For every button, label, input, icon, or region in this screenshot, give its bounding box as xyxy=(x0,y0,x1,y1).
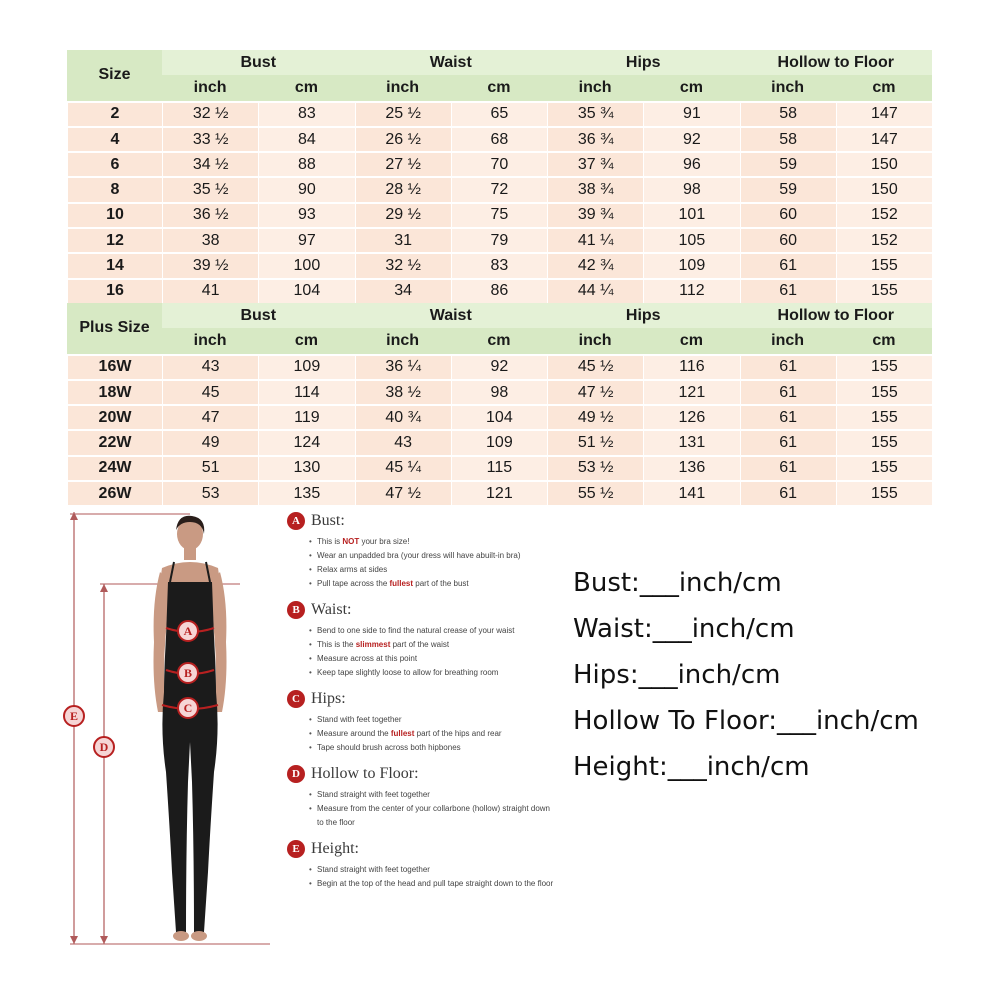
unit-header: cm xyxy=(487,78,511,96)
section-title: Height: xyxy=(311,840,359,857)
measurement-cell: 79 xyxy=(451,227,547,252)
measurement-cell: 86 xyxy=(451,278,547,303)
bust-marker: A xyxy=(177,620,199,642)
measurement-cell: 109 xyxy=(258,354,354,379)
unit-header: cm xyxy=(487,331,511,349)
measurement-cell: 25 ½ xyxy=(355,101,451,126)
unit-header: cm xyxy=(872,331,896,349)
measurement-cell: 109 xyxy=(451,429,547,454)
measurement-cell: 51 ½ xyxy=(547,429,643,454)
measurement-cell: 53 ½ xyxy=(547,455,643,480)
measurement-cell: 152 xyxy=(836,227,932,252)
unit-header: inch xyxy=(771,331,805,349)
measurement-cell: 47 xyxy=(162,404,258,429)
section-title: Hollow to Floor: xyxy=(311,765,419,782)
measurement-cell: 43 xyxy=(162,354,258,379)
measurement-cell: 84 xyxy=(258,126,354,151)
unit-header: inch xyxy=(193,331,227,349)
group-header: Hips xyxy=(625,306,661,324)
unit-header: inch xyxy=(386,331,420,349)
measurement-cell: 131 xyxy=(643,429,739,454)
table-row xyxy=(67,404,932,429)
standard-size-section xyxy=(67,50,932,303)
measurement-form xyxy=(573,560,993,790)
size-cell: 16 xyxy=(67,278,162,303)
section-badge: D xyxy=(287,765,305,783)
measurement-cell: 114 xyxy=(258,379,354,404)
height-field-label: Height:___inch/cm xyxy=(573,752,810,782)
body-measurement-figure xyxy=(70,512,290,947)
group-header: Bust xyxy=(240,306,277,324)
waist-marker: B xyxy=(177,662,199,684)
measurement-cell: 116 xyxy=(643,354,739,379)
measurement-cell: 59 xyxy=(740,176,836,201)
unit-header: inch xyxy=(578,78,612,96)
size-cell: 8 xyxy=(67,176,162,201)
instruction-heading xyxy=(287,512,557,530)
table-row xyxy=(67,227,932,252)
measurement-cell: 32 ½ xyxy=(355,252,451,277)
measurement-cell: 119 xyxy=(258,404,354,429)
table-row xyxy=(67,455,932,480)
measurement-cell: 90 xyxy=(258,176,354,201)
table-row xyxy=(67,354,932,379)
section-title: Waist: xyxy=(311,601,352,618)
standard-size-label: Size xyxy=(67,50,162,101)
instruction-item: • This is the slimmest part of the waist xyxy=(311,638,557,652)
waist-field-label: Waist:___inch/cm xyxy=(573,614,795,644)
model-illustration xyxy=(70,512,290,947)
measurement-cell: 40 ¾ xyxy=(355,404,451,429)
measurement-cell: 141 xyxy=(643,480,739,505)
measurement-cell: 155 xyxy=(836,278,932,303)
measurement-cell: 36 ½ xyxy=(162,202,258,227)
measurement-cell: 92 xyxy=(643,126,739,151)
instruction-section xyxy=(287,601,557,680)
measurement-cell: 38 xyxy=(162,227,258,252)
measurement-cell: 65 xyxy=(451,101,547,126)
measurement-cell: 109 xyxy=(643,252,739,277)
measurement-cell: 147 xyxy=(836,126,932,151)
hollow-to-floor-field-label: Hollow To Floor:___inch/cm xyxy=(573,706,919,736)
measurement-cell: 51 xyxy=(162,455,258,480)
measurement-cell: 155 xyxy=(836,480,932,505)
table-row xyxy=(67,379,932,404)
instruction-heading xyxy=(287,765,557,783)
measurement-cell: 42 ¾ xyxy=(547,252,643,277)
measurement-cell: 33 ½ xyxy=(162,126,258,151)
measurement-cell: 136 xyxy=(643,455,739,480)
size-cell: 12 xyxy=(67,227,162,252)
measurement-cell: 150 xyxy=(836,176,932,201)
measurement-cell: 121 xyxy=(643,379,739,404)
measurement-cell: 155 xyxy=(836,455,932,480)
measurement-cell: 97 xyxy=(258,227,354,252)
instruction-list xyxy=(287,788,557,830)
plus-header xyxy=(67,303,932,354)
measurement-cell: 83 xyxy=(451,252,547,277)
plus-size-section xyxy=(67,303,932,505)
instruction-item: • Stand with feet together xyxy=(311,713,557,727)
measurement-cell: 58 xyxy=(740,126,836,151)
unit-header: inch xyxy=(578,331,612,349)
measurement-cell: 36 ¾ xyxy=(547,126,643,151)
instruction-section xyxy=(287,765,557,830)
instruction-item: • Tape should brush across both hipbones xyxy=(311,741,557,755)
measurement-cell: 58 xyxy=(740,101,836,126)
measurement-cell: 39 ¾ xyxy=(547,202,643,227)
instruction-list xyxy=(287,624,557,680)
measurement-cell: 61 xyxy=(740,354,836,379)
unit-header: cm xyxy=(872,78,896,96)
instruction-item: • Pull tape across the fullest part of the bust xyxy=(311,577,557,591)
measurement-cell: 49 ½ xyxy=(547,404,643,429)
group-header: Hips xyxy=(625,53,661,71)
table-row xyxy=(67,252,932,277)
size-cell: 6 xyxy=(67,151,162,176)
instruction-item: • Measure from the center of your collarbone (hollow) straight down to the floor xyxy=(311,802,557,830)
size-chart-table xyxy=(67,50,932,505)
measurement-cell: 27 ½ xyxy=(355,151,451,176)
table-row xyxy=(67,176,932,201)
instruction-item: • Wear an unpadded bra (your dress will have abuilt-in bra) xyxy=(311,549,557,563)
measurement-cell: 47 ½ xyxy=(547,379,643,404)
measurement-cell: 61 xyxy=(740,404,836,429)
instruction-list xyxy=(287,863,557,891)
measurement-cell: 32 ½ xyxy=(162,101,258,126)
measurement-cell: 150 xyxy=(836,151,932,176)
measurement-cell: 105 xyxy=(643,227,739,252)
instruction-heading xyxy=(287,690,557,708)
measurement-cell: 35 ¾ xyxy=(547,101,643,126)
unit-header: inch xyxy=(386,78,420,96)
measurement-cell: 91 xyxy=(643,101,739,126)
table-row xyxy=(67,202,932,227)
measurement-cell: 37 ¾ xyxy=(547,151,643,176)
measurement-cell: 38 ¾ xyxy=(547,176,643,201)
hollow-to-floor-marker: D xyxy=(93,736,115,758)
measurement-cell: 70 xyxy=(451,151,547,176)
plus-unit-headers xyxy=(67,328,932,353)
measurement-cell: 31 xyxy=(355,227,451,252)
measurement-cell: 61 xyxy=(740,429,836,454)
measurement-cell: 92 xyxy=(451,354,547,379)
section-badge: A xyxy=(287,512,305,530)
instruction-list xyxy=(287,713,557,755)
measurement-cell: 121 xyxy=(451,480,547,505)
instruction-item: • Measure around the fullest part of the hips and rear xyxy=(311,727,557,741)
instruction-section xyxy=(287,840,557,891)
measurement-cell: 26 ½ xyxy=(355,126,451,151)
measurement-cell: 101 xyxy=(643,202,739,227)
size-cell: 26W xyxy=(67,480,162,505)
measurement-cell: 55 ½ xyxy=(547,480,643,505)
measurement-cell: 45 ½ xyxy=(547,354,643,379)
measurement-cell: 60 xyxy=(740,227,836,252)
measurement-cell: 44 ¼ xyxy=(547,278,643,303)
group-header: Hollow to Floor xyxy=(777,306,894,324)
measurement-cell: 130 xyxy=(258,455,354,480)
measurement-cell: 155 xyxy=(836,429,932,454)
measurement-cell: 98 xyxy=(643,176,739,201)
unit-header: cm xyxy=(294,78,318,96)
instruction-heading xyxy=(287,840,557,858)
instruction-item: • This is NOT your bra size! xyxy=(311,535,557,549)
group-header: Bust xyxy=(240,53,277,71)
measurement-cell: 41 ¼ xyxy=(547,227,643,252)
instruction-item: • Stand straight with feet together xyxy=(311,863,557,877)
instruction-section xyxy=(287,690,557,755)
section-badge: B xyxy=(287,601,305,619)
unit-header: inch xyxy=(193,78,227,96)
plus-size-label: Plus Size xyxy=(67,303,162,354)
measurement-cell: 98 xyxy=(451,379,547,404)
measurement-cell: 61 xyxy=(740,455,836,480)
measurement-cell: 35 ½ xyxy=(162,176,258,201)
measurement-cell: 61 xyxy=(740,278,836,303)
hips-field-label: Hips:___inch/cm xyxy=(573,660,781,690)
measurement-cell: 100 xyxy=(258,252,354,277)
measurement-cell: 45 ¼ xyxy=(355,455,451,480)
instruction-heading xyxy=(287,601,557,619)
instruction-item: • Measure across at this point xyxy=(311,652,557,666)
standard-header xyxy=(67,50,932,101)
measurement-cell: 72 xyxy=(451,176,547,201)
group-header: Waist xyxy=(429,306,472,324)
highlight-word: slimmest xyxy=(355,640,391,649)
instruction-item: • Stand straight with feet together xyxy=(311,788,557,802)
measurement-cell: 61 xyxy=(740,480,836,505)
instruction-item: • Relax arms at sides xyxy=(311,563,557,577)
measurement-cell: 36 ¼ xyxy=(355,354,451,379)
size-cell: 16W xyxy=(67,354,162,379)
instruction-item: • Keep tape slightly loose to allow for breathing room xyxy=(311,666,557,680)
measurement-cell: 47 ½ xyxy=(355,480,451,505)
measurement-cell: 147 xyxy=(836,101,932,126)
size-cell: 2 xyxy=(67,101,162,126)
measurement-cell: 61 xyxy=(740,252,836,277)
measurement-cell: 152 xyxy=(836,202,932,227)
measurement-cell: 115 xyxy=(451,455,547,480)
size-cell: 18W xyxy=(67,379,162,404)
measurement-cell: 29 ½ xyxy=(355,202,451,227)
measurement-cell: 49 xyxy=(162,429,258,454)
group-header: Hollow to Floor xyxy=(777,53,894,71)
height-marker: E xyxy=(63,705,85,727)
plus-group-headers xyxy=(67,303,932,328)
standard-group-headers xyxy=(67,50,932,75)
measurement-cell: 75 xyxy=(451,202,547,227)
bust-field-label: Bust:___inch/cm xyxy=(573,568,782,598)
measurement-cell: 155 xyxy=(836,379,932,404)
measurement-cell: 28 ½ xyxy=(355,176,451,201)
size-cell: 14 xyxy=(67,252,162,277)
instruction-item: • Bend to one side to find the natural crease of your waist xyxy=(311,624,557,638)
measurement-cell: 112 xyxy=(643,278,739,303)
measurement-instructions xyxy=(287,512,557,901)
unit-header: inch xyxy=(771,78,805,96)
section-title: Hips: xyxy=(311,690,346,707)
measurement-cell: 126 xyxy=(643,404,739,429)
standard-unit-headers xyxy=(67,75,932,100)
table-row xyxy=(67,480,932,505)
measurement-cell: 155 xyxy=(836,252,932,277)
size-cell: 24W xyxy=(67,455,162,480)
measurement-cell: 41 xyxy=(162,278,258,303)
table-row xyxy=(67,126,932,151)
measurement-cell: 53 xyxy=(162,480,258,505)
measurement-cell: 155 xyxy=(836,404,932,429)
measurement-cell: 43 xyxy=(355,429,451,454)
hips-marker: C xyxy=(177,697,199,719)
measurement-cell: 104 xyxy=(258,278,354,303)
highlight-word: fullest xyxy=(390,729,415,738)
measurement-cell: 96 xyxy=(643,151,739,176)
measurement-cell: 39 ½ xyxy=(162,252,258,277)
measurement-cell: 124 xyxy=(258,429,354,454)
size-cell: 20W xyxy=(67,404,162,429)
group-header: Waist xyxy=(429,53,472,71)
section-badge: C xyxy=(287,690,305,708)
table-row xyxy=(67,101,932,126)
measurement-cell: 88 xyxy=(258,151,354,176)
section-title: Bust: xyxy=(311,512,345,529)
measurement-cell: 83 xyxy=(258,101,354,126)
measurement-cell: 155 xyxy=(836,354,932,379)
unit-header: cm xyxy=(679,331,703,349)
table-row xyxy=(67,429,932,454)
measurement-cell: 135 xyxy=(258,480,354,505)
highlight-word: NOT xyxy=(342,537,360,546)
size-cell: 4 xyxy=(67,126,162,151)
measurement-cell: 34 ½ xyxy=(162,151,258,176)
instruction-section xyxy=(287,512,557,591)
highlight-word: fullest xyxy=(389,579,414,588)
measurement-cell: 60 xyxy=(740,202,836,227)
instruction-item: • Begin at the top of the head and pull tape straight down to the floor xyxy=(311,877,557,891)
measurement-cell: 38 ½ xyxy=(355,379,451,404)
table-row xyxy=(67,278,932,303)
measurement-cell: 68 xyxy=(451,126,547,151)
measurement-cell: 34 xyxy=(355,278,451,303)
size-cell: 10 xyxy=(67,202,162,227)
unit-header: cm xyxy=(679,78,703,96)
section-badge: E xyxy=(287,840,305,858)
size-cell: 22W xyxy=(67,429,162,454)
table-row xyxy=(67,151,932,176)
measurement-cell: 104 xyxy=(451,404,547,429)
instruction-list xyxy=(287,535,557,591)
measurement-cell: 61 xyxy=(740,379,836,404)
measurement-cell: 59 xyxy=(740,151,836,176)
measurement-cell: 45 xyxy=(162,379,258,404)
unit-header: cm xyxy=(294,331,318,349)
measurement-cell: 93 xyxy=(258,202,354,227)
